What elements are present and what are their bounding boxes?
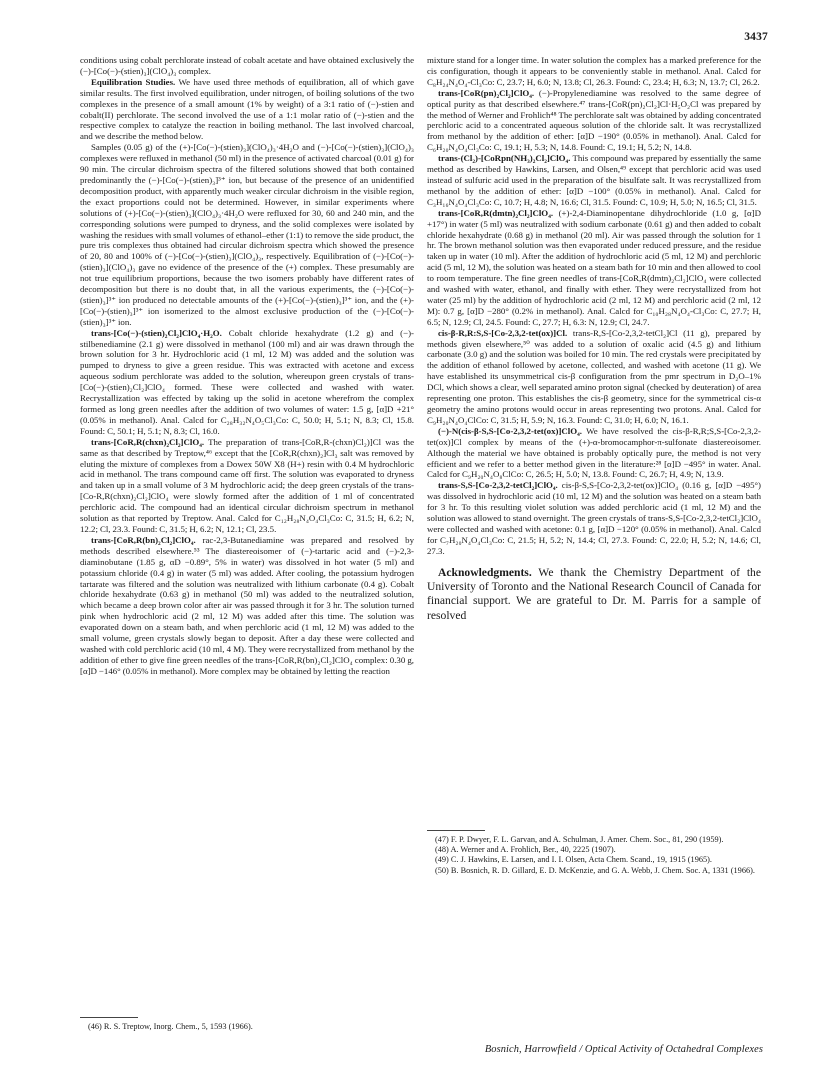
acknowledgments-text: We thank the Chemistry Department of the University of Toronto and the National Research Council of Canada for financial support. We are grateful to Dr. M. Parris for a sample of resolved — [427, 565, 761, 622]
page-number: 3437 — [744, 31, 768, 43]
left-paragraph-0 — [80, 55, 414, 77]
left-paragraph-5-head: trans-[CoR,R(bn)₂Cl₂]ClO₄. — [91, 534, 196, 545]
left-paragraph-5-text: rac-2,3-Butanediamine was prepared and resolved by methods described elsewhere.⁵³ The diastereoisomer of (−)-tartaric acid and (−)-2,3-diaminobutane (1.85 g, αD −0.89°, 5% in water) was dissolved in hot water (5 ml) and potassium chloride (0.4 g) in water (5 ml) was added. After cooling, the potassium hydrogen tartarate was filtered and the solution was neutralized with lithium carbonate (0.4 g). Cobalt chloride hexahydrate (0.63 g) in methanol (50 ml) was added to the neutralized solution, which became a deep brown color after air was passed through it for 3 hr. The solution turned pink when hydrochloric acid (2 ml, 12 M) was added after this time. The solution was evaporated down on a steam bath, and when perchloric acid (1 ml, 12 M) was added to the small volume, green crystals slowly began to deposit. After a day these were collected and washed with cold perchloric acid (10 ml, 4 M). They were recrystallized from methanol by the addition of ether to give fine green needles of the trans-[CoR,R(bn)₂Cl₂]ClO₄ complex: 0.30 g, [α]D −146° (0.05% in methanol). More complex may be obtained by letting the reaction — [80, 534, 414, 676]
footnote-50: (50) B. Bosnich, R. D. Gillard, E. D. McKenzie, and G. A. Webb, J. Chem. Soc. A, 1331 (1966). — [435, 865, 755, 875]
right-paragraph-3 — [427, 208, 761, 328]
left-paragraph-4 — [80, 437, 414, 535]
footnotes-left — [80, 1022, 414, 1032]
left-paragraph-4-head: trans-[CoR,R(chxn)₂Cl₂]ClO₄. — [91, 436, 205, 447]
right-paragraph-6 — [427, 480, 761, 556]
right-paragraph-2-text: This compound was prepared by essentially the same method as described by Hawkins, Larsen, and Olsen,⁴⁹ except that perchloric acid was used instead of sulfuric acid used in the preparation of the bisulfate salt. It was recrystallized from methanol by the addition of ether: [α]D −100° (0.05% in methanol). Anal. Calcd for C₃H₁₆N₄O₄Cl₃Co: C, 10.7; H, 4.8; N, 16.6; Cl, 31.5. Found: C, 10.9; H, 5.0; N, 16.5; Cl, 31.5. — [427, 153, 761, 207]
left-paragraph-1 — [80, 77, 414, 142]
left-paragraph-3 — [80, 328, 414, 437]
left-column — [80, 55, 414, 677]
right-paragraph-6-text: cis-β-S,S-[Co-2,3,2-tet(ox)]ClO₄ (0.16 g, [α]D −495°) was dissolved in hydrochloric acid (10 ml, 12 M) and the solution was heated on a steam bath for 3 hr. To this resulting violet solution was added perchloric acid (1 ml, 12 M) and the solution was allowed to stand overnight. The green crystals of trans-S,S-[Co-2,3,2-tetCl₂]ClO₄ were collected and washed with acetone: 0.1 g, [α]D −120° (0.05% in methanol). Anal. Calcd for C₇H₂₀N₄O₄Cl₃Co: C, 21.5; H, 5.2; N, 14.4; Cl, 27.3. Found: C, 22.0; H, 5.2; N, 14.6; Cl, 27.3. — [427, 480, 761, 556]
left-paragraph-5 — [80, 535, 414, 677]
right-paragraph-5-text: We have resolved the cis-β-R,R;S,S-[Co-2,3,2-tet(ox)]Cl complex by means of the (+)-α-bromocamphor-π-sulfonate diastereoisomer. Although the material we have obtained is probably optically pure, the method is not very efficient and we refer to a better method given in the literature:²⁸ [α]D −495° in water. Anal. Calcd for C₉H₂₀N₄O₈ClCo: C, 26.5; H, 5.0; N, 13.8. Found: C, 26.7; H, 4.9; N, 13.9. — [427, 425, 761, 480]
right-paragraph-0 — [427, 55, 761, 88]
right-paragraph-4 — [427, 328, 761, 426]
right-paragraph-2-head: trans-(Cl₂)-[CoRpn(NH₃)₂Cl₂]ClO₄. — [438, 153, 571, 164]
left-paragraph-3-head: trans-[Co(−)-(stien)₂Cl₂]ClO₄·H₂O. — [91, 327, 222, 338]
right-paragraph-4-head: cis-β-R,R:S,S-[Co-2,3,2-tet(ox)]Cl. — [438, 327, 568, 338]
right-column — [427, 55, 761, 623]
running-footer: Bosnich, Harrowfield / Optical Activity of Octahedral Complexes — [484, 1044, 763, 1055]
left-paragraph-2-text: Samples (0.05 g) of the (+)-[Co(−)-(stien)₃](ClO₄)₃·4H₂O and (−)-[Co(−)-(stien)₃](ClO₄)₃ complexes were refluxed in methanol (50 ml) in the presence of activated charcoal (0.01 g) for 90 min. The circular dichroism spectra of the filtered solutions showed that both contained predominantly the (−)-[Co(−)-(stien)₃]³⁺ ion, but because of the presence of an unidentified decomposition product, with apparently much weaker circular dichroism in the visible region, the exact proportions could not be determined. However, in similar experiments where solutions of (+)-[Co(−)-(stien)₃](ClO₄)₃·4H₂O were refluxed for 30, 60 and 240 min, and the corresponding solutions were pumped to dryness, and the solid complexes were isolated by washing the residues with small volumes of ethanol–ether (1:1) to remove the side product, the pure tris complexes thus obtained had circular dichroism spectra which showed the presence of 20, 80 and 100% of (−)-[Co(−)-(stien)₃](ClO₄)₃, respectively. Equilibration of (−)-[Co(−)-(stien)₃](ClO₄)₃ gave no evidence of the presence of the (+) complex. These presumably are not true equilibrium proportions, because the two isomers probably have different rates of decomposition but there is no doubt that, in all the various experiments, the (−)-[Co(−)-(stien)₃]³⁺ ion produced no detectable amounts of the (+)-[Co(−)-(stien)₃]³⁺ ion, and the (+)-[Co(−)-(stien)₃]³⁺ ion isomerized to the almost exclusive production of the (−)-[Co(−)-(stien)₃]³⁺ ion. — [80, 142, 414, 327]
left-paragraph-2 — [80, 142, 414, 327]
right-paragraph-3-head: trans-[CoR,R(dmtn)₂Cl₂]ClO₄. — [438, 207, 554, 218]
right-paragraph-5-head: (−)-N(cis-β-S,S-[Co-2,3,2-tet(ox)]ClO₄. — [438, 425, 582, 436]
left-paragraph-1-head: Equilibration Studies. — [91, 76, 176, 87]
left-paragraph-4-text: The preparation of trans-[CoR,R-(chxn)Cl₂)]Cl was the same as that described by Treptow,⁴⁶ except that the [CoR,R(chxn)₂]Cl₃ salt was removed by eluting the mixture of complexes from a Dowex 50W X8 (H+) resin with 0.4 M hydrochloric acid in methanol. The trans compound came off first. The solution was evaporated to dryness and taken up in a small volume of 3 M hydrochloric acid; the deep green crystals of the trans-[Co-R,R(chxn)₂Cl₂]ClO₄ were slowly formed after the addition of 1 ml of concentrated perchloric acid. The compound had an identical circular dichroism spectrum in methanol solution as that reported by Treptow. Anal. Calcd for C₁₂H₂₈N₄O₄Cl₃Co: C, 31.5; H, 6.2; N, 12.2; Cl, 23.3. Found: C, 31.5; H, 6.2; N, 12.1; Cl, 23.5. — [80, 436, 414, 534]
footnote-47: (47) F. P. Dwyer, F. L. Garvan, and A. Schulman, J. Amer. Chem. Soc., 81, 290 (1959). — [435, 835, 724, 844]
footnotes-right — [427, 835, 761, 876]
footnote-divider-left — [80, 1017, 138, 1018]
right-paragraph-4-text: trans-R,S-[Co-2,3,2-tetCl₂]Cl (11 g), prepared by methods given elsewhere,⁵⁰ was added to a solution of oxalic acid (4.5 g) and lithium carbonate (3.0 g) and the solution was boiled for 10 min. The red crystals were precipitated by the addition of ethanol followed by acetone, collected, and washed with acetone (11 g). We have established its unsymmetrical cis-β configuration from the pmr spectrum in D₂O–1% DCl, which shows a clear, well separated amino proton signal (checked by deuteration) of area representing one proton. This establishes the cis-β geometry, since for the symmetrical cis-α geometry the amino protons would occur in areas representing two protons. Anal. Calcd for C₉H₂₀N₄O₄ClCo: C, 31.5; H, 5.9; N, 16.3. Found: C, 31.0; H, 6.0; N, 16.1. — [427, 327, 761, 425]
right-paragraph-6-head: trans-S,S-[Co-2,3,2-tetCl₂]ClO₄. — [438, 480, 558, 491]
right-paragraph-3-text: (+)-2,4-Diaminopentane dihydrochloride (1.0 g, [α]D +17°) in water (5 ml) was neutralized with sodium carbonate (0.61 g) and then added to cobalt chloride hexahydrate (0.68 g) in methanol (20 ml). Air was passed through the solution for 1 hr. The brown methanol solution was then evaporated under reduced pressure, and the residue taken up in water (10 ml). After the addition of hydrochloric acid (5 ml, 12 M) and perchloric acid (5 ml, 12 M), the solution was heated on a steam bath for 10 min and then allowed to cool to room temperature. The fine green needles of trans-[CoR,R(dmtn)₂Cl₂]ClO₄ were collected and washed with water, ethanol, and finally with ether. They were recrystallized from hot water (25 ml) by the addition of hydrochloric acid (2 ml, 12 M) and perchloric acid (2 ml, 12 M): 0.7 g, [α]D −280° (0.2% in methanol). Anal. Calcd for C₁₀H₂₈N₄O₄-Cl₃Co: C, 27.7; H, 6.5; N, 12.9; Cl, 24.5. Found: C, 27.7; H, 6.3: N, 12.9; Cl, 24.7. — [427, 207, 761, 327]
right-paragraph-1-head: trans-[CoR(pn)₂Cl₂]ClO₄. — [438, 87, 535, 98]
left-paragraph-0-text: conditions using cobalt perchlorate instead of cobalt acetate and have obtained exclusively the (−)-[Co(−)-(stien)₃](ClO₄)₃ complex. — [80, 55, 414, 76]
right-paragraph-5 — [427, 426, 761, 481]
right-paragraph-1 — [427, 88, 761, 153]
right-paragraph-1-text: (−)-Propylenediamine was resolved to the same degree of optical purity as that described elsewhere.⁴⁷ trans-[CoR(pn)₂Cl₂]Cl·H₅O₂Cl was prepared by the method of Werner and Frohlich⁴⁸ The perchlorate salt was obtained by adding concentrated perchloric acid to a concentrated aqueous solution of the chloride salt. It was recrystallized from methanol by the addition of ether: [α]D −190° (0.05% in methanol). Anal. Calcd for C₆H₂₀N₄O₄Cl₃Co: C, 19.1; H, 5.3; N, 14.8. Found: C, 19.1; H, 5.2; N, 14.8. — [427, 87, 761, 153]
footnote-49: (49) C. J. Hawkins, E. Larsen, and I. I. Olsen, Acta Chem. Scand., 19, 1915 (1965). — [435, 855, 712, 865]
left-paragraph-3-text: Cobalt chloride hexahydrate (1.2 g) and (−)-stilbenediamine (2.1 g) were dissolved in methanol (100 ml) and air was drawn through the brown solution for 3 hr. Hydrochloric acid (1 ml, 12 M) was added and the solution was pumped to dryness to give a green residue. This was extracted with acetone and excess aqueous sodium perchlorate was added to the solution, whereupon green crystals of trans-[Co(−)-(stien)₂Cl₂]ClO₄ formed. These were collected and washed with water. Recrystallization was effected by taking up the solid in acetone wherefrom the complex formed as long green needles after the addition of two volumes of water: 1.5 g, [α]D +21° (0.05% in methanol). Anal. Calcd for C₂₈H₃₂N₄O₅Cl₃Co: C, 50.0; H, 5.1; N, 8.3; Cl, 15.8. Found: C, 50.1; H, 5.1; N, 8.3; Cl, 16.0. — [80, 327, 414, 436]
footnote-48: (48) A. Werner and A. Frohlich, Ber., 40, 2225 (1907). — [435, 845, 616, 855]
acknowledgments-heading: Acknowledgments. — [438, 565, 532, 579]
left-paragraph-1-text: We have used three methods of equilibration, all of which gave similar results. The first involved equilibration, under nitrogen, of boiling solutions of the two complexes in the presence of a small amount (1% by weight) of a 3:1 ratio of (−)-stien and cobalt(II) perchlorate. The second involved the use of a 1:1 molar ratio of (−)-stien and the respective complex to catalyze the reaction in boiling methanol. The last involved charcoal, and we describe the method below. — [80, 76, 414, 142]
footnote-46: (46) R. S. Treptow, Inorg. Chem., 5, 1593 (1966). — [88, 1022, 253, 1031]
right-paragraph-0-text: mixture stand for a longer time. In water solution the complex has a marked preference for the cis configuration, though it appears to be conveniently stable in methanol. Anal. Calcd for C₈H₂₄N₄O₄-Cl₃Co: C, 23.7; H, 6.0; N, 13.8; Cl, 26.3. Found: C, 23.4; H, 6.3; N, 13.7; Cl, 26.2. — [427, 55, 761, 87]
acknowledgments-paragraph — [427, 566, 761, 623]
right-paragraph-2 — [427, 153, 761, 208]
footnote-divider-right — [427, 830, 485, 831]
